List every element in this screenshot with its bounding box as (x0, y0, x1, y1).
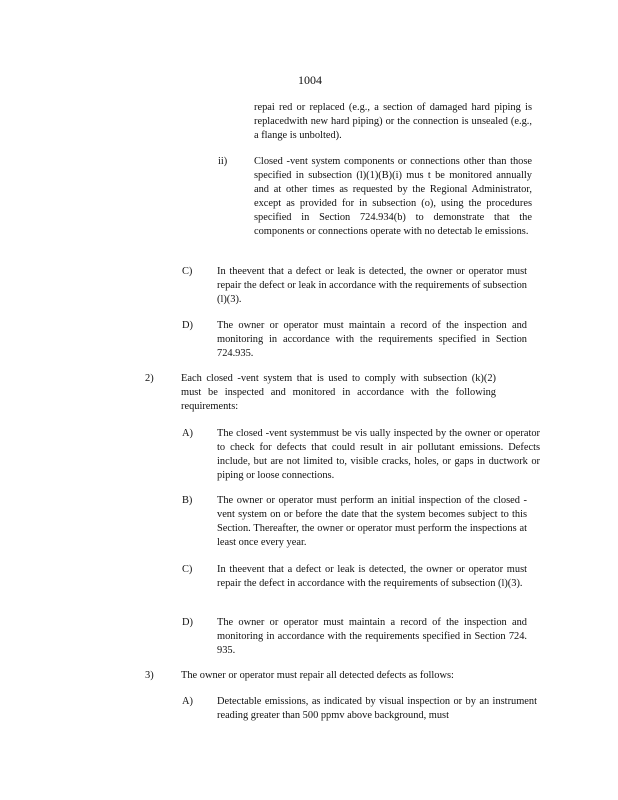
paragraph-D (217, 319, 527, 361)
paragraph-label: D) (182, 617, 193, 628)
paragraph-label: B) (182, 495, 193, 506)
paragraph-2 (181, 372, 496, 414)
paragraph-text: The closed -vent systemmust be vis ually inspected by the owner or operator to check for defects that could result in air pollutant emissions. Defects include, but are not limited to, visible cracks, holes, or gaps in ductwork or piping or loose connections. (217, 428, 540, 481)
paragraph-label: A) (182, 428, 193, 439)
page-number: 1004 (298, 73, 322, 87)
paragraph-text: Each closed -vent system that is used to comply with subsection (k)(2) must be inspected and monitored in accordance with the following requirements: (181, 373, 496, 412)
paragraph-text: In theevent that a defect or leak is detected, the owner or operator must repair the defect or leak in accordance with the requirements of subsection (l)(3). (217, 266, 527, 305)
paragraph-label: C) (182, 564, 193, 575)
paragraph-ii (254, 155, 532, 239)
paragraph-C-2 (217, 563, 527, 591)
paragraph-label: C) (182, 266, 193, 277)
paragraph-text: Closed -vent system components or connections other than those specified in subsection (l)(1)(B)(i) mus t be monitored annually and at other times as requested by the Regional Administrator, except as provided for in subsection (o), using the procedures specified in Section 724.934(b) to demonstrate that the components or connections operate with no detectab le emissions. (254, 156, 532, 237)
paragraph-text: The owner or operator must repair all detected defects as follows: (181, 670, 454, 681)
paragraph-continuation (254, 101, 532, 143)
paragraph-3 (181, 669, 501, 683)
paragraph-label: 3) (145, 670, 154, 681)
paragraph-B (217, 494, 527, 550)
paragraph-A (217, 427, 540, 483)
paragraph-label: D) (182, 320, 193, 331)
paragraph-label: ii) (218, 156, 228, 167)
paragraph-D-2 (217, 616, 527, 658)
paragraph-text: In theevent that a defect or leak is detected, the owner or operator must repair the defect in accordance with the requirements of subsection (l)(3). (217, 564, 527, 589)
paragraph-text: The owner or operator must maintain a record of the inspection and monitoring in accordance with the requirements specified in Section 724. 935. (217, 617, 527, 656)
paragraph-C (217, 265, 527, 307)
paragraph-A-2 (217, 695, 537, 723)
paragraph-text: The owner or operator must maintain a record of the inspection and monitoring in accordance with the requirements specified in Section 724.935. (217, 320, 527, 359)
paragraph-text: Detectable emissions, as indicated by visual inspection or by an instrument reading greater than 500 ppmv above background, must (217, 696, 537, 721)
paragraph-label: 2) (145, 373, 154, 384)
paragraph-text: The owner or operator must perform an initial inspection of the closed -vent system on or before the date that the system becomes subject to this Section. Thereafter, the owner or operator must perform the inspections at least once every year. (217, 495, 527, 548)
paragraph-label: A) (182, 696, 193, 707)
paragraph-text: repai red or replaced (e.g., a section of damaged hard piping is replacedwith new hard piping) or the connection is unsealed (e.g., a flange is unbolted). (254, 102, 532, 141)
